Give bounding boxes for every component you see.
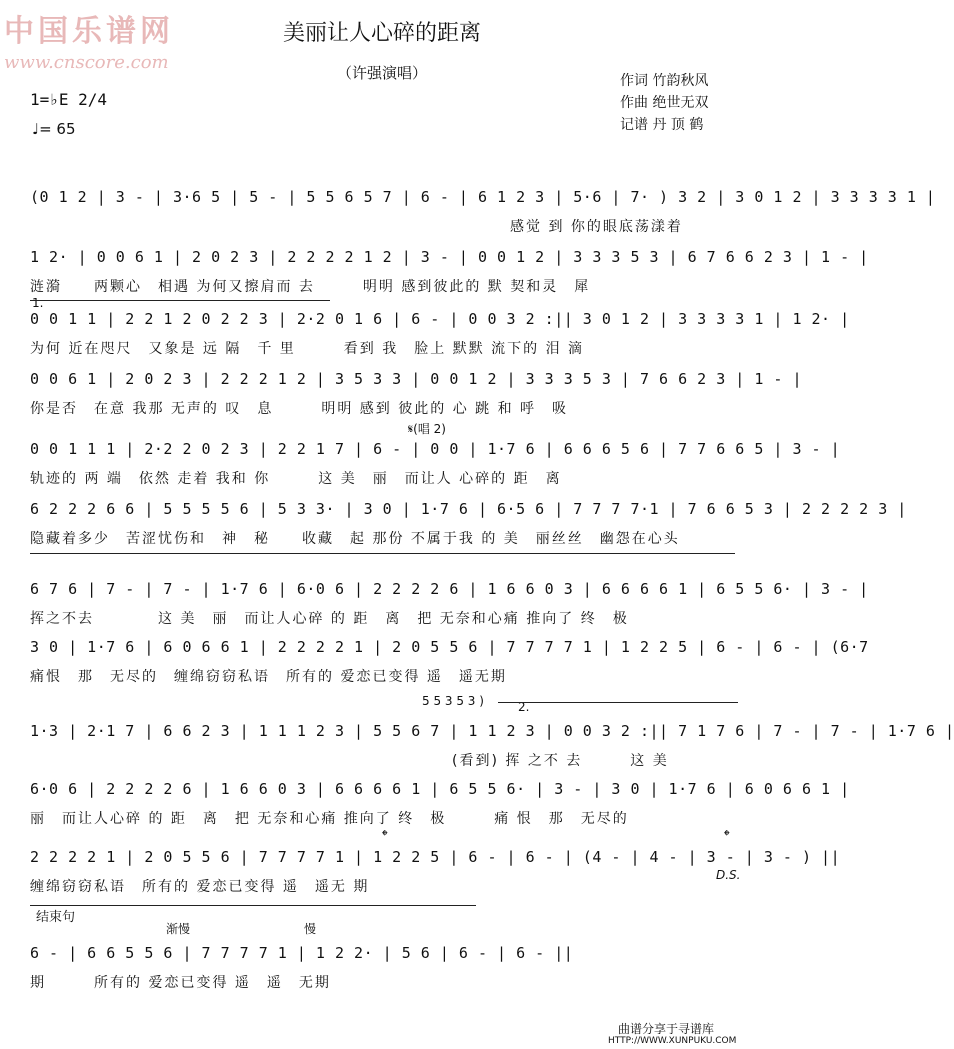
lyric-line-9: (看到) 挥 之不 去 这 美 (452, 753, 669, 769)
upper-run: 5 5 3 5 3 ) (422, 694, 484, 708)
lyric-line-2: 涟漪 两颗心 相遇 为何又擦肩而 去 明明 感到彼此的 默 契和灵 犀 (30, 279, 591, 295)
song-title: 美丽让人心碎的距离 (282, 21, 481, 46)
lyric-line-8: 痛恨 那 无尽的 缠绵窃窃私语 所有的 爱恋已变得 遥 遥无期 (30, 669, 507, 685)
score-line-9: 1·3 | 2·1 7 | 6 6 2 3 | 1 1 1 2 3 | 5 5 6 7 | 1 1 2 3 | 0 0 3 2 :|| 7 1 7 6 | 7 - | 7 - | 1·7 6 | (30, 722, 954, 740)
lyric-line-7: 挥之不去 这 美 丽 而让人心碎 的 距 离 把 无奈和心痛 推向了 终 极 (30, 611, 629, 627)
transcriber-credit: 记谱 丹 顶 鹤 (620, 117, 704, 133)
score-line-7: 6 7 6 | 7 - | 7 - | 1·7 6 | 6·0 6 | 2 2 2 2 6 | 1 6 6 0 3 | 6 6 6 6 1 | 6 5 5 6· | 3 - | (30, 580, 869, 598)
lyric-line-4: 你是否 在意 我那 无声的 叹 息 明明 感到 彼此的 心 跳 和 呼 吸 (30, 401, 569, 417)
singer-credit: （许强演唱） (336, 64, 427, 82)
lyric-line-12: 期 所有的 爱恋已变得 遥 遥 无期 (30, 975, 331, 991)
score-line-1: (0 1 2 | 3 - | 3·6 5 | 5 - | 5 5 6 5 7 | 6 - | 6 1 2 3 | 5·6 | 7· ) 3 2 | 3 0 1 2 | 3 3 3 3 1 | (30, 188, 936, 206)
volta-2-line (498, 702, 738, 703)
score-line-5: 0 0 1 1 1 | 2·2 2 0 2 3 | 2 2 1 7 | 6 - | 0 0 | 1·7 6 | 6 6 6 5 6 | 7 7 6 6 5 | 3 - | (30, 440, 841, 458)
volta-2: 2. (518, 700, 530, 714)
coda-mark-2: 𝄌 (724, 826, 730, 845)
rit-mark: 渐慢 (166, 922, 191, 936)
lyric-line-3: 为何 近在咫尺 又象是 远 隔 千 里 看到 我 脸上 默默 流下的 泪 滴 (30, 341, 585, 357)
lyricist-credit: 作词 竹韵秋风 (620, 73, 709, 89)
composer-credit: 作曲 绝世无双 (620, 95, 709, 111)
coda-mark-1: 𝄌 (382, 826, 388, 845)
watermark-url: www.cnscore.com (4, 52, 169, 73)
lyric-line-6: 隐藏着多少 苦涩忧伤和 神 秘 收藏 起 那份 不属于我 的 美 丽丝丝 幽怨在心头 (30, 531, 680, 547)
ending-box-top (30, 905, 476, 906)
ds-mark: D.S. (716, 868, 741, 882)
watermark-logo: 中国乐谱网 (4, 14, 174, 49)
ending-label: 结束句 (36, 910, 76, 925)
score-line-12: 6 - | 6 6 5 5 6 | 7 7 7 7 1 | 1 2 2· | 5 6 | 6 - | 6 - || (30, 944, 574, 962)
volta-1: 1. (32, 296, 44, 310)
footer-text: 曲谱分享于寻谱库 (618, 1022, 715, 1036)
slow-mark: 慢 (304, 922, 317, 936)
volta-2-bracket (30, 553, 735, 554)
score-line-10: 6·0 6 | 2 2 2 2 6 | 1 6 6 0 3 | 6 6 6 6 1 | 6 5 5 6· | 3 - | 3 0 | 1·7 6 | 6 0 6 6 1 | (30, 780, 850, 798)
score-line-6: 6 2 2 2 6 6 | 5 5 5 5 6 | 5 3 3· | 3 0 | 1·7 6 | 6·5 6 | 7 7 7 7·1 | 7 6 6 5 3 | 2 2 2 2 3 | (30, 500, 907, 518)
score-line-2: 1 2· | 0 0 6 1 | 2 0 2 3 | 2 2 2 2 1 2 | 3 - | 0 0 1 2 | 3 3 3 5 3 | 6 7 6 6 2 3 | 1 - | (30, 248, 869, 266)
lyric-line-11: 缠绵窃窃私语 所有的 爱恋已变得 遥 遥无 期 (30, 879, 370, 895)
score-line-3: 0 0 1 1 | 2 2 1 2 0 2 2 3 | 2·2 0 1 6 | 6 - | 0 0 3 2 :|| 3 0 1 2 | 3 3 3 3 1 | 1 2· | (30, 310, 850, 328)
lyric-line-10: 丽 而让人心碎 的 距 离 把 无奈和心痛 推向了 终 极 痛 恨 那 无尽的 (30, 811, 629, 827)
lyric-line-1: 感觉 到 你的眼底荡漾着 (510, 219, 683, 235)
lyric-line-5: 轨迹的 两 端 依然 走着 我和 你 这 美 丽 而让人 心碎的 距 离 (30, 471, 562, 487)
segno-mark: 𝄋(唱 2) (408, 422, 446, 436)
footer-url: HTTP://WWW.XUNPUKU.COM (608, 1036, 737, 1046)
score-line-4: 0 0 6 1 | 2 0 2 3 | 2 2 2 1 2 | 3 5 3 3 | 0 0 1 2 | 3 3 3 5 3 | 7 6 6 2 3 | 1 - | (30, 370, 802, 388)
score-line-11: 2 2 2 2 1 | 2 0 5 5 6 | 7 7 7 7 1 | 1 2 2 5 | 6 - | 6 - | (4 - | 4 - | 3 - | 3 - ) || (30, 848, 841, 866)
tempo-mark: ♩= 65 (32, 120, 76, 138)
key-signature: 1=♭E 2/4 (30, 90, 108, 109)
score-line-8: 3 0 | 1·7 6 | 6 0 6 6 1 | 2 2 2 2 1 | 2 0 5 5 6 | 7 7 7 7 1 | 1 2 2 5 | 6 - | 6 - | (6·7 (30, 638, 869, 656)
volta-1-bracket (30, 300, 330, 301)
